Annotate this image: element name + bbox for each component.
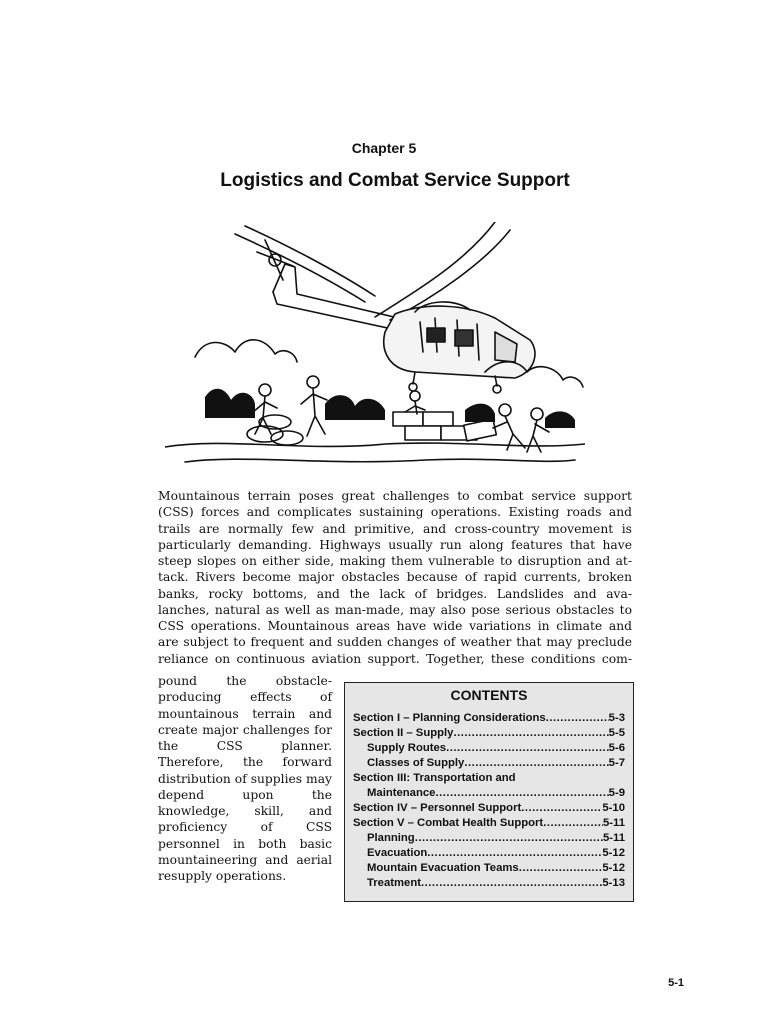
contents-entry-leader — [464, 756, 608, 771]
contents-entry-leader — [546, 711, 609, 726]
contents-entry-label: Evacuation — [367, 847, 428, 859]
contents-entry[interactable] — [353, 726, 625, 741]
contents-entry-leader — [453, 726, 608, 741]
contents-entry-page: 5-6 — [608, 742, 625, 754]
contents-entry-label: Section III: Transportation and — [353, 772, 516, 784]
contents-entry-leader — [543, 816, 603, 831]
contents-entry-page: 5-11 — [603, 817, 625, 829]
body-line: particularly demanding. Highways usually run along features that have — [158, 537, 632, 552]
contents-entry-page: 5-7 — [608, 757, 625, 769]
body-line: CSS operations. Mountainous areas have wide variations in climate and — [158, 619, 632, 633]
contents-entry-page: 5-13 — [602, 877, 625, 889]
contents-entry-page: 5-3 — [608, 712, 625, 724]
contents-entry-label: Treatment — [367, 877, 421, 889]
contents-entry[interactable] — [353, 771, 625, 786]
contents-box — [344, 682, 634, 902]
body-line: are subject to frequent and sudden changes of weather that may preclude — [158, 635, 632, 650]
body-line: banks, rocky bottoms, and the lack of bridges. Landslides and ava- — [158, 586, 632, 601]
contents-heading: CONTENTS — [450, 687, 528, 703]
contents-entry[interactable] — [353, 786, 625, 801]
chapter-label: Chapter 5 — [351, 140, 417, 156]
contents-entry-label: Mountain Evacuation Teams — [367, 862, 519, 874]
contents-entry-leader — [446, 741, 609, 756]
body-line: trails are normally few and primitive, and cross-country movement is — [158, 521, 632, 536]
contents-entry[interactable] — [353, 846, 625, 861]
contents-entry[interactable] — [353, 861, 625, 876]
contents-entry[interactable] — [353, 816, 625, 831]
contents-entry-leader — [421, 876, 602, 891]
contents-entry[interactable] — [353, 756, 625, 771]
contents-entry-page: 5-11 — [603, 832, 625, 844]
chapter-title: Logistics and Combat Service Support — [220, 170, 570, 191]
contents-entry[interactable] — [353, 876, 625, 891]
contents-entry-label: Section II – Supply — [353, 727, 454, 739]
contents-entry-leader — [519, 861, 603, 876]
contents-entry-leader — [521, 801, 602, 816]
contents-entry-leader — [415, 831, 603, 846]
body-paragraph-narrow: pound the obstacle-producing effects of mountainous terrain and create major challenges for the CSS planner. Therefore, the forward distribution of supplies may depend upon the knowledge, skill, and proficiency of CSS personnel in both basic mountaineering and aerial resupply operations. — [158, 674, 332, 883]
contents-entry-label: Supply Routes — [367, 742, 447, 754]
contents-entry-label: Maintenance — [367, 787, 436, 799]
page-number: 5-1 — [668, 977, 684, 989]
contents-entry-label: Planning — [367, 832, 415, 844]
contents-entry-leader — [427, 846, 602, 861]
contents-entry[interactable] — [353, 801, 625, 816]
contents-entry-leader — [435, 786, 608, 801]
contents-entry-page: 5-12 — [602, 862, 625, 874]
contents-entry-page: 5-9 — [608, 787, 625, 799]
body-line: Mountainous terrain poses great challenges to combat service support — [158, 489, 632, 503]
contents-entry-label: Classes of Supply — [367, 757, 465, 769]
contents-entry[interactable] — [353, 831, 625, 846]
contents-entry-label: Section V – Combat Health Support — [353, 817, 544, 829]
contents-entry-page: 5-5 — [608, 727, 625, 739]
contents-entry-label: Section I – Planning Considerations — [353, 712, 546, 724]
contents-entry-page: 5-10 — [602, 802, 625, 814]
contents-list — [353, 711, 625, 891]
helicopter-resupply-illustration — [165, 222, 585, 470]
body-line: tack. Rivers become major obstacles because of rapid currents, broken — [158, 570, 632, 585]
contents-entry[interactable] — [353, 741, 625, 756]
contents-entry-page: 5-12 — [602, 847, 625, 859]
body-line: reliance on continuous aviation support. Together, these conditions com- — [158, 651, 632, 666]
contents-entry-label: Section IV – Personnel Support — [353, 802, 522, 814]
body-line: lanches, natural as well as man-made, may also pose serious obstacles to — [158, 602, 632, 617]
contents-entry[interactable] — [353, 711, 625, 726]
body-line: (CSS) forces and complicates sustaining operations. Existing roads and — [158, 505, 632, 520]
body-line: steep slopes on either side, making them vulnerable to disruption and at- — [158, 554, 632, 568]
